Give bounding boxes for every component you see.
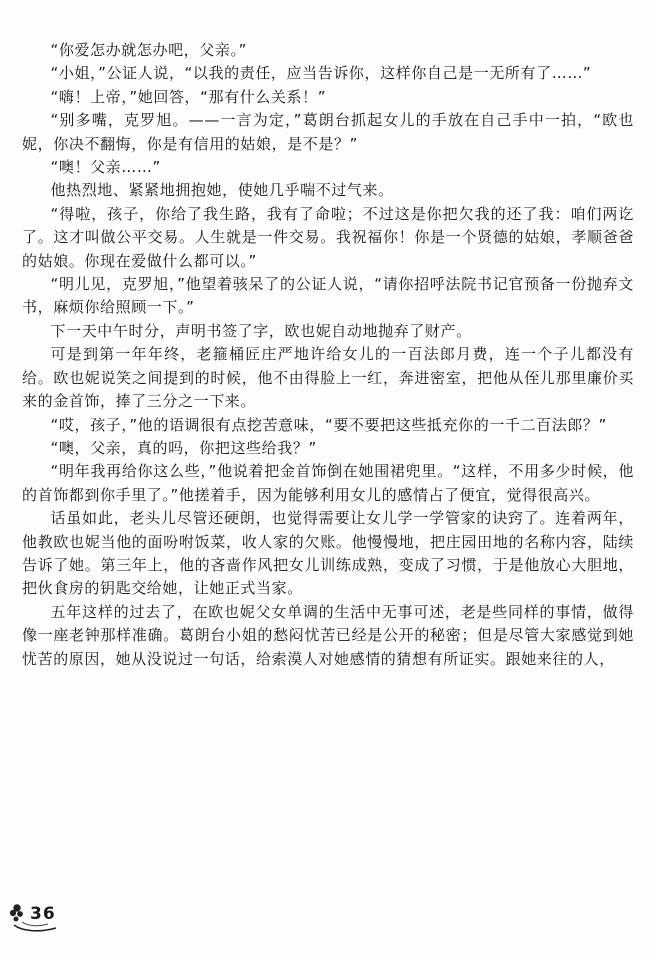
paragraph: 下一天中午时分，声明书签了字，欧也妮自动地抛弃了财产。	[50, 321, 472, 340]
paragraph: “明儿见，克罗旭，”他望着骇呆了的公证人说，“请你招呼法院书记官预备一份抛弃文书，麻烦你给照顾一下。”	[22, 275, 634, 317]
paragraph: “嗨！上帝，”她回答，“那有什么关系！”	[50, 87, 327, 106]
paragraph: “明年我再给你这么些，”他说着把金首饰倒在她围裙兜里。“这样，不用多少时候，他的首饰都到你手里了。”他搓着手，因为能够利用女儿的感情占了便宜，觉得很高兴。	[22, 462, 634, 504]
paragraph: “得啦，孩子，你给了我生路，我有了命啦；不过这是你把欠我的还了我：咱们两讫了。这才叫做公平交易。人生就是一件交易。我祝福你！你是一个贤德的姑娘，孝顺爸爸的姑娘。你现在爱做什么都可以。”	[22, 204, 634, 270]
paragraph: “你爱怎办就怎办吧，父亲。”	[50, 41, 247, 59]
paragraph: “哎，孩子，”他的语调很有点挖苦意味，“要不要把这些抵充你的一千二百法郎？”	[50, 415, 607, 434]
paragraph: 五年这样的过去了，在欧也妮父女单调的生活中无事可述，老是些同样的事情，做得像一座老钟那样准确。葛朗台小姐的愁闷忧苦已经是公开的秘密；但是尽管大家感觉到她忧苦的原因，她从没说过一句话，给索漠人对她感情的猜想有所证实。跟她来往的人，	[22, 602, 634, 668]
paragraph: 可是到第一年年终，老箍桶匠庄严地许给女儿的一百法郎月费，连一个子儿都没有给。欧也妮说笑之间提到的时候，他不由得脸上一红，奔进密室，把他从侄儿那里廉价买来的金首饰，捧了三分之一下来。	[22, 345, 634, 411]
paragraph: “小姐，”公证人说，“以我的责任，应当告诉你，这样你自己是一无所有了……”	[50, 64, 592, 83]
page-number: 36	[30, 904, 56, 924]
paragraph: “别多嘴，克罗旭。——一言为定，”葛朗台抓起女儿的手放在自己手中一拍，“欧也妮，你决不翻悔，你是有信用的姑娘，是不是？”	[22, 111, 634, 153]
paragraph: “噢！父亲……”	[50, 158, 161, 177]
paragraph: 话虽如此，老头儿尽管还硬朗，也觉得需要让女儿学一学管家的诀窍了。连着两年，他教欧也妮当他的面吩咐饭菜，收人家的欠账。他慢慢地，把庄园田地的名称内容，陆续告诉了她。第三年上，他的吝啬作风把女儿训练成熟，变成了习惯，于是他放心大胆地，把伙食房的钥匙交给她，让她正式当家。	[22, 509, 634, 598]
paragraph: 他热烈地、紧紧地拥抱她，使她几乎喘不过气来。	[50, 181, 394, 200]
paragraph: “噢，父亲，真的吗，你把这些给我？”	[50, 438, 317, 457]
body-text	[22, 39, 634, 671]
